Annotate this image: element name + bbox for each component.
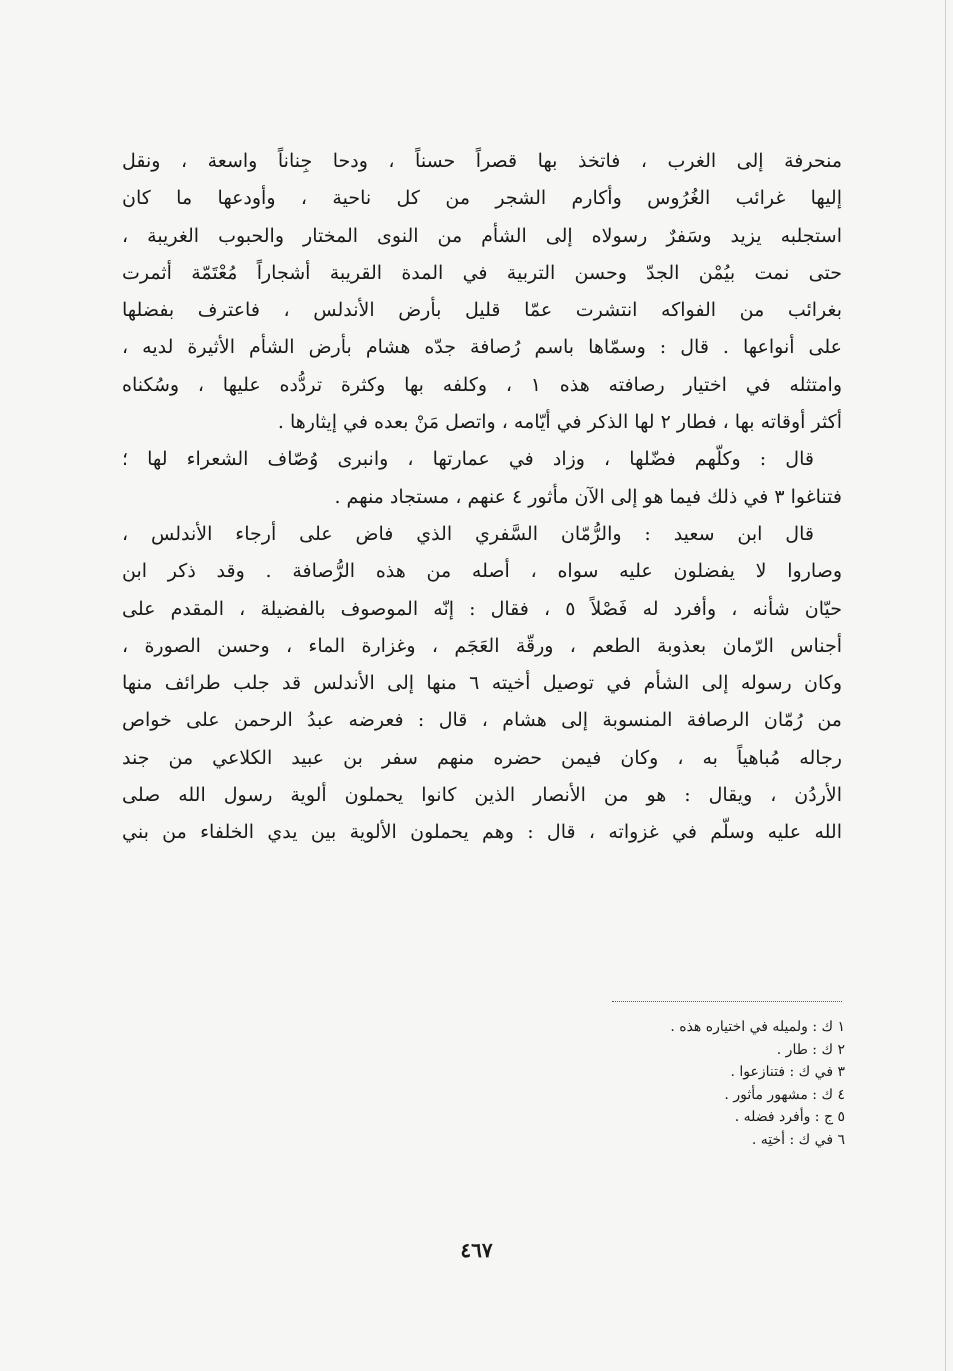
text-line: إليها غرائب الغُرُوس وأكارم الشجر من كل ناحية ، وأودعها ما كان	[122, 187, 842, 210]
footnotes	[525, 1016, 845, 1151]
text-line: وصاروا لا يفضلون عليه سواه ، أصله من هذه الرُّصافة . وقد ذكر ابن	[122, 560, 842, 583]
text-line: وكان رسوله إلى الشأم في توصيل أخيته ٦ منها إلى الأندلس قد جلب طرائف منها	[122, 672, 842, 695]
text-line: منحرفة إلى الغرب ، فاتخذ بها قصراً حسناً ، ودحا جِناناً واسعة ، ونقل	[122, 150, 842, 172]
text-line: فتناغوا ٣ في ذلك فيما هو إلى الآن مأثور ٤ عنهم ، مستجاد منهم .	[334, 485, 842, 508]
page-number: ٤٦٧	[460, 1238, 493, 1262]
footnote: ٦ في ك : أختِه .	[751, 1131, 845, 1148]
text-line: حيّان شأنه ، وأفرد له فَصْلاً ٥ ، فقال : إنّه الموصوف بالفضيلة ، المقدم على	[122, 597, 842, 620]
footnote-separator	[612, 1001, 842, 1002]
text-line: الله عليه وسلّم في غزواته ، قال : وهم يحملون الألوية بين يدي الخلفاء من بني	[122, 821, 842, 844]
footnote: ٤ ك : مشهور مأثور .	[724, 1086, 845, 1103]
text-line: قال : وكلّهم فضّلها ، وزاد في عمارتها ، وانبرى وُصّاف الشعراء لها ؛	[122, 448, 814, 471]
text-line: قال ابن سعيد : والرُّمّان السَّفري الذي فاض على أرجاء الأندلس ،	[122, 522, 814, 545]
footnote: ١ ك : ولميله في اختياره هذه .	[670, 1019, 845, 1035]
text-line: من رُمّان الرصافة المنسوبة إلى هشام ، قال : فعرضه عبدُ الرحمن على خواص	[122, 709, 842, 732]
text-line: على أنواعها . قال : وسمّاها باسم رُصافة جدّه هشام بأرض الشأم الأثيرة لديه ،	[122, 336, 842, 359]
text-line: أجناس الرّمان بعذوبة الطعم ، ورقّة العَجَم ، وغزارة الماء ، وحسن الصورة ،	[122, 634, 842, 657]
footnote: ٣ في ك : فتنازعوا .	[730, 1064, 845, 1080]
text-line: حتى نمت بيُمْن الجدّ وحسن التربية في المدة القريبة أشجاراً مُعْتَمّة أثمرت	[122, 261, 842, 284]
text-line: رجاله مُباهياً به ، وكان فيمن حضره منهم سفر بن عبيد الكلاعي من جند	[122, 746, 842, 769]
main-text-block	[122, 143, 842, 852]
footnote: ٥ ج : وأفرد فضله .	[734, 1109, 845, 1125]
footnote: ٢ ك : طار .	[776, 1041, 845, 1058]
text-line: بغرائب من الفواكه انتشرت عمّا قليل بأرض الأندلس ، فاعترف بفضلها	[122, 299, 842, 322]
page-edge-line	[945, 0, 946, 1371]
text-line: أكثر أوقاته بها ، فطار ٢ لها الذكر في أيّامه ، واتصل مَنْ بعده في إيثارها .	[277, 411, 842, 434]
text-line: استجلبه يزيد وسَفرٌ رسولاه إلى الشأم من النوى المختار والحبوب الغريبة ،	[122, 224, 842, 247]
text-line: وامتثله في اختيار رصافته هذه ١ ، وكلفه بها وكثرة تردُّده عليها ، وسُكناه	[122, 373, 842, 396]
text-line: الأردُن ، ويقال : هو من الأنصار الذين كانوا يحملون ألوية رسول الله صلى	[122, 784, 842, 807]
